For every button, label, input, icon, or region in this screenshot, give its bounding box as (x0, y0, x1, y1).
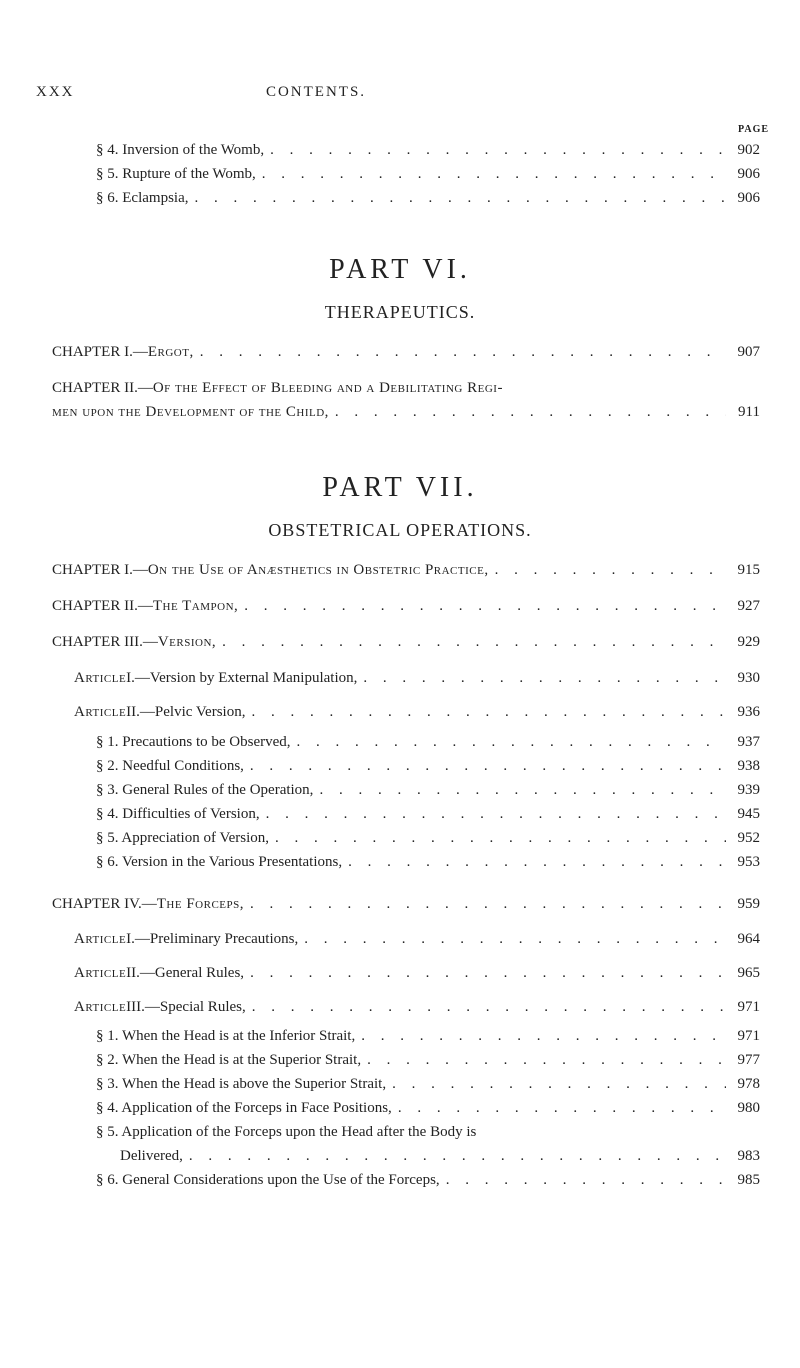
dot-leader (189, 1144, 726, 1168)
entry-page: 971 (737, 999, 760, 1015)
chapter-name: Of the Effect of Bleeding and a Debilitating Regi- (152, 380, 503, 396)
section-entry (96, 730, 760, 754)
toc-entry (96, 138, 760, 162)
chapter-prefix: CHAPTER IV.— (52, 896, 157, 912)
entry-label: § 4. Inversion of the Womb, (96, 142, 265, 158)
entry-page: 952 (737, 830, 760, 846)
chapter-name: Ergot, (147, 344, 194, 360)
chapter-entry-line1 (52, 376, 503, 400)
entry-label: § 3. General Rules of the Operation, (96, 782, 314, 798)
dot-leader (266, 802, 726, 826)
chapter-prefix: CHAPTER I.— (52, 562, 148, 578)
section-entry-line2 (120, 1144, 760, 1168)
chapter-prefix: CHAPTER III.— (52, 634, 158, 650)
part-subtitle: OBSTETRICAL OPERATIONS. (268, 520, 532, 540)
entry-page: 937 (737, 734, 760, 750)
chapter-prefix: CHAPTER II.— (52, 380, 153, 396)
dot-leader (194, 186, 726, 210)
dot-leader (446, 1168, 726, 1192)
article-prefix: Article (74, 999, 127, 1015)
section-entry (96, 826, 760, 850)
chapter-entry (52, 594, 760, 618)
article-entry (74, 927, 760, 951)
section-entry (96, 1168, 760, 1192)
chapter-entry (52, 558, 760, 582)
entry-label: § 6. Eclampsia, (96, 190, 189, 206)
entry-page: 959 (737, 896, 760, 912)
entry-label: § 2. Needful Conditions, (96, 758, 244, 774)
entry-page: 971 (737, 1028, 760, 1044)
page-column-label: PAGE (738, 124, 770, 135)
dot-leader (297, 730, 726, 754)
chapter-prefix: CHAPTER II.— (52, 598, 153, 614)
entry-page: 938 (737, 758, 760, 774)
dot-leader (244, 594, 726, 618)
chapter-prefix: CHAPTER I.— (52, 344, 148, 360)
article-entry (74, 961, 760, 985)
dot-leader (361, 1024, 726, 1048)
dot-leader (270, 138, 726, 162)
article-entry (74, 666, 760, 690)
entry-label: § 3. When the Head is above the Superior Strait, (96, 1076, 387, 1092)
entry-page: 983 (737, 1148, 760, 1164)
chapter-name: On the Use of Anæsthetics in Obstetric Practice, (147, 562, 489, 578)
article-prefix: Article (74, 931, 127, 947)
entry-page: 939 (737, 782, 760, 798)
running-title: CONTENTS. (265, 84, 367, 100)
dot-leader (250, 754, 726, 778)
chapter-entry (52, 892, 760, 916)
article-prefix: Article (74, 965, 127, 981)
entry-page: 978 (737, 1076, 760, 1092)
section-entry (96, 802, 760, 826)
dot-leader (252, 995, 726, 1019)
dot-leader (495, 558, 726, 582)
entry-page: 964 (737, 931, 760, 947)
section-entry (96, 1048, 760, 1072)
entry-page: 915 (737, 562, 760, 578)
chapter-name: The Forceps, (156, 896, 244, 912)
entry-label: § 1. When the Head is at the Inferior Strait, (96, 1028, 356, 1044)
dot-leader (250, 961, 726, 985)
dot-leader (367, 1048, 726, 1072)
entry-label: II.—General Rules, (126, 965, 245, 981)
dot-leader (251, 700, 726, 724)
entry-page: 927 (737, 598, 760, 614)
dot-leader (304, 927, 726, 951)
dot-leader (348, 850, 726, 874)
dot-leader (398, 1096, 726, 1120)
entry-page: 965 (737, 965, 760, 981)
entry-label: I.—Version by External Manipulation, (126, 670, 358, 686)
entry-page: 929 (737, 634, 760, 650)
entry-label: § 4. Difficulties of Version, (96, 806, 260, 822)
entry-page: 906 (737, 166, 760, 182)
chapter-entry (52, 340, 760, 364)
entry-page: 980 (737, 1100, 760, 1116)
entry-label: § 2. When the Head is at the Superior Strait, (96, 1052, 362, 1068)
entry-label: II.—Pelvic Version, (126, 704, 246, 720)
page-folio: XXX (36, 84, 75, 100)
entry-page: 902 (737, 142, 760, 158)
article-entry (74, 995, 760, 1019)
entry-page: 945 (737, 806, 760, 822)
dot-leader (319, 778, 726, 802)
article-prefix: Article (74, 704, 127, 720)
entry-label: § 1. Precautions to be Observed, (96, 734, 291, 750)
section-entry (96, 850, 760, 874)
part-title: PART VI. (329, 254, 471, 285)
entry-label: § 5. Appreciation of Version, (96, 830, 270, 846)
section-entry (96, 1024, 760, 1048)
chapter-entry (52, 630, 760, 654)
chapter-entry-line2 (52, 400, 760, 424)
article-entry (74, 700, 760, 724)
dot-leader (200, 340, 726, 364)
entry-page: 977 (737, 1052, 760, 1068)
entry-page: 936 (737, 704, 760, 720)
dot-leader (275, 826, 726, 850)
entry-page: 907 (737, 344, 760, 360)
entry-label: § 6. Version in the Various Presentations, (96, 854, 343, 870)
section-entry-line1: § 5. Application of the Forceps upon the Head after the Body is (96, 1124, 477, 1140)
part-subtitle: THERAPEUTICS. (324, 302, 476, 322)
dot-leader (262, 162, 726, 186)
dot-leader (363, 666, 726, 690)
chapter-name: Version, (157, 634, 217, 650)
entry-page: 906 (737, 190, 760, 206)
toc-entry (96, 186, 760, 210)
section-entry (96, 754, 760, 778)
entry-page: 930 (737, 670, 760, 686)
dot-leader (222, 630, 726, 654)
entry-label: I.—Preliminary Precautions, (126, 931, 299, 947)
entry-page: 953 (737, 854, 760, 870)
section-entry (96, 1072, 760, 1096)
dot-leader (335, 400, 726, 424)
entry-page: 911 (738, 404, 760, 420)
entry-page: 985 (737, 1172, 760, 1188)
section-entry (96, 1096, 760, 1120)
entry-label: § 5. Rupture of the Womb, (96, 166, 256, 182)
entry-label: § 6. General Considerations upon the Use of the Forceps, (96, 1172, 440, 1188)
article-prefix: Article (74, 670, 127, 686)
entry-label-cont: Delivered, (120, 1148, 183, 1164)
chapter-name: The Tampon, (152, 598, 239, 614)
dot-leader (250, 892, 726, 916)
entry-label: III.—Special Rules, (126, 999, 246, 1015)
entry-label: § 4. Application of the Forceps in Face Positions, (96, 1100, 392, 1116)
toc-entry (96, 162, 760, 186)
chapter-name-cont: men upon the Development of the Child, (52, 404, 329, 420)
part-title: PART VII. (322, 472, 478, 503)
section-entry (96, 778, 760, 802)
dot-leader (392, 1072, 726, 1096)
